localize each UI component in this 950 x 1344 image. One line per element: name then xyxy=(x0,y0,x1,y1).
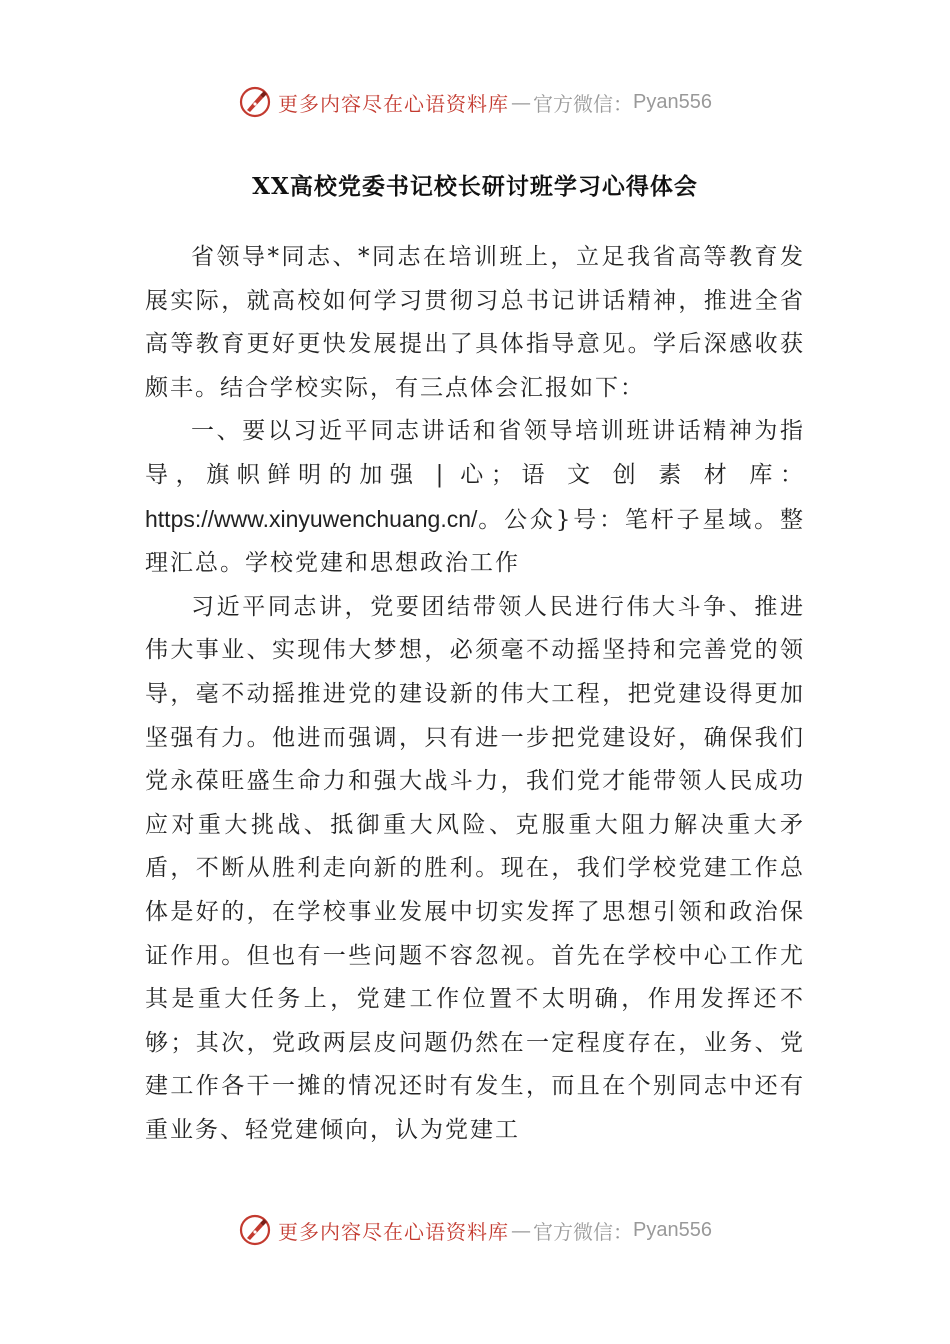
watermark-separator: — xyxy=(511,1218,532,1242)
paragraph-point-one-lead: 一、要以习近平同志讲话和省领导培训班讲话精神为指导，旗帜鲜明的加强 | 心；语 文 创 素 材 库： xyxy=(145,418,805,488)
paragraph-point-one-tail: 。公众}号：笔杆子星域。整理汇总。学校党建和思想政治工作 xyxy=(145,506,805,577)
pen-nib-logo-icon xyxy=(238,1213,272,1247)
header-watermark-banner xyxy=(0,80,950,124)
watermark-contact-label: 官方微信： xyxy=(533,1219,634,1244)
watermark-promo-text: 更多内容尽在心语资料库 xyxy=(278,1219,510,1244)
watermark-separator: — xyxy=(511,90,532,114)
document-title: XX高校党委书记校长研讨班学习心得体会 xyxy=(252,173,698,200)
watermark-contact-handle: Pyan556 xyxy=(633,90,712,113)
watermark-contact-label: 官方微信： xyxy=(533,91,634,116)
source-url-text: https://www.xinyuwenchuang.cn/ xyxy=(145,505,478,532)
paragraph-body: 习近平同志讲，党要团结带领人民进行伟大斗争、推进伟大事业、实现伟大梦想，必须毫不动摇坚持和完善党的领导，毫不动摇推进党的建设新的伟大工程，把党建设得更加坚强有力。他进而强调，只有进一步把党建设好，确保我们党永葆旺盛生命力和强大战斗力，我们党才能带领人民成功应对重大挑战、抵御重大风险、克服重大阻力解决重大矛盾，不断从胜利走向新的胜利。现在，我们学校党建工作总体是好的，在学校事业发展中切实发挥了思想引领和政治保证作用。但也有一些问题不容忽视。首先在学校中心工作尤其是重大任务上，党建工作位置不太明确，作用发挥还不够；其次，党政两层皮问题仍然在一定程度存在，业务、党建工作各干一摊的情况还时有发生，而且在个别同志中还有重业务、轻党建倾向，认为党建工 xyxy=(145,593,805,1143)
pen-nib-logo-icon xyxy=(238,85,272,119)
paragraph-point-one xyxy=(145,410,805,585)
watermark-contact-handle: Pyan556 xyxy=(633,1218,712,1241)
article-body xyxy=(145,236,805,1152)
watermark-promo-text: 更多内容尽在心语资料库 xyxy=(278,91,510,116)
footer-watermark-banner xyxy=(0,1208,950,1252)
paragraph-intro: 省领导*同志、*同志在培训班上，立足我省高等教育发展实际，就高校如何学习贯彻习总书记讲话精神，推进全省高等教育更好更快发展提出了具体指导意见。学后深感收获颇丰。结合学校实际，有三点体会汇报如下： xyxy=(145,244,805,401)
